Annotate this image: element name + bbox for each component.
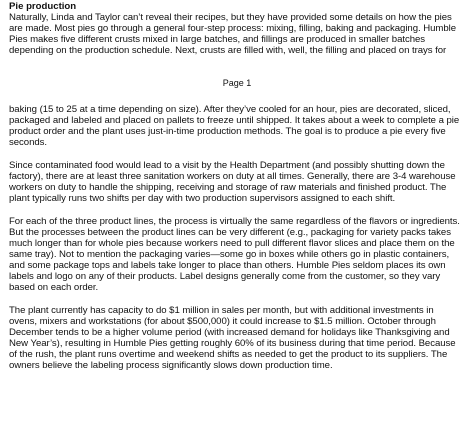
text-line: Naturally, Linda and Taylor can’t reveal their recipes, but they have provided some details on how the pies [9,12,452,23]
text-line: of the rush, the plant runs overtime and weekend shifts as needed to get the product to its suppliers. The [9,349,448,360]
text-line: and some package tops and labels take longer to place than others. Humble Pies seldom places its own [9,260,446,271]
text-line: Pies makes five different crusts mixed in large batches, and fillings are produced in smaller batches [9,34,426,45]
text-line: ovens, mixers and workstations (for about $500,000) it could increase to $1.5 million. October through [9,316,436,327]
text-line: owners believe the labeling process significantly slows down production time. [9,360,333,371]
text-line: December tends to be a higher volume period (with increased demand for holidays like Thanksgiving and [9,327,450,338]
text-line: For each of the three product lines, the process is virtually the same regardless of the flavors or ingredients. [9,216,460,227]
text-line: But the processes between the product lines can be very different (e.g., packaging for variety packs takes [9,227,451,238]
text-line: labels and logo on any of their products. Label designs generally come from the customer, so they vary [9,271,441,282]
text-line: are made. Most pies go through a general four-step process: mixing, filling, baking and packaging. Humble [9,23,456,34]
text-line: plant typically runs two shifts per day with two production supervisors assigned to each shift. [9,193,396,204]
text-line: Since contaminated food would lead to a visit by the Health Department (and possibly shutting down the [9,160,445,171]
text-line: depending on the production schedule. Next, crusts are filled with, well, the filling and placed on trays for [9,45,447,56]
text-line: baking (15 to 25 at a time depending on size). After they’ve cooled for an hour, pies are decorated, sliced, [9,104,451,115]
text-line: product order and the plant uses just-in-time production methods. The goal is to produce a pie every five [9,126,446,137]
section-heading: Pie production [9,1,77,12]
page-number: Page 1 [222,78,252,88]
text-line: The plant currently has capacity to do $1 million in sales per month, but with additional investments in [9,305,434,316]
text-line: factory), there are at least three sanitation workers on duty at all times. Generally, there are 3-4 warehouse [9,171,456,182]
text-line: packaged and labeled and placed on pallets to freeze until shipped. It takes about a week to complete a pie [9,115,460,126]
text-line: workers on duty to handle the shipping, receiving and storage of raw materials and finished product. The [9,182,447,193]
text-line: New Year’s), resulting in Humble Pies getting roughly 60% of its business during that time period. Because [9,338,456,349]
text-line: based on each order. [9,282,99,293]
text-line: much longer than for whole pies because workers need to pull different flavor slices and place them on the [9,238,455,249]
text-line: seconds. [9,137,47,148]
page-1-fragment [0,0,474,90]
text-line: same tray). Not to mention the packaging varies—some go in boxes while others go in plastic containers, [9,249,450,260]
